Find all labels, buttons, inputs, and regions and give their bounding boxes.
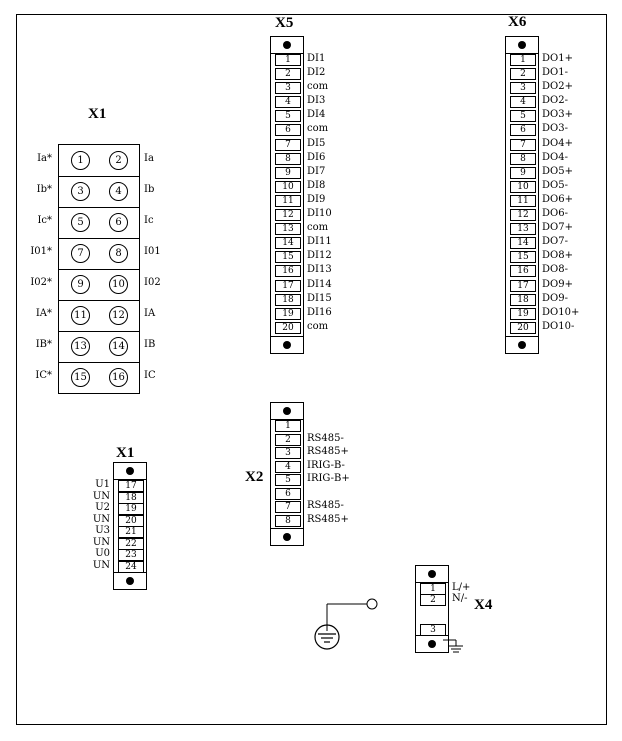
x6-terminal-num: 10: [510, 181, 536, 193]
x6-terminal-label: DO6-: [542, 208, 568, 220]
x1-current-left-label: Ia*: [37, 153, 52, 164]
x6-terminal-label: DO2-: [542, 95, 568, 107]
x6-terminal-label: DO7-: [542, 236, 568, 248]
x6-terminal-label: DO8-: [542, 264, 568, 276]
x6-terminal-num: 3: [510, 82, 536, 94]
terminal-circle: 13: [71, 337, 90, 356]
x6-terminal-num: 2: [510, 68, 536, 80]
terminal-circle: 7: [71, 244, 90, 263]
x6-terminal-num: 4: [510, 96, 536, 108]
x1-current-right-label: IB: [144, 339, 156, 350]
x1_voltage-terminal-num: 17: [118, 480, 144, 492]
x1_voltage-terminal-label: U2: [95, 502, 110, 513]
x6-terminal-label: DO2+: [542, 81, 573, 93]
x2-terminal-num: 3: [275, 447, 301, 459]
x2-terminal-label: RS485+: [307, 513, 349, 525]
x2-terminal-label: RS485-: [307, 500, 344, 511]
x5-terminal-label: DI16: [307, 306, 332, 318]
x6-terminal-num: 11: [510, 195, 536, 207]
x1-current-right-label: Ia: [144, 153, 154, 164]
x5-terminal-label: DI9: [307, 193, 326, 205]
x6-terminal-num: 6: [510, 124, 536, 136]
terminal-circle: 5: [71, 213, 90, 232]
x1_voltage-terminal-num: 19: [118, 503, 144, 515]
terminal-circle: 8: [109, 244, 128, 263]
terminal-circle: 1: [71, 151, 90, 170]
earth-ground-icon: [315, 599, 377, 649]
terminal-circle: 9: [71, 275, 90, 294]
x2-terminal-num: 7: [275, 501, 301, 513]
x6-terminal-num: 19: [510, 308, 536, 320]
x2-terminal-num: 1: [275, 420, 301, 432]
x5-terminal-num: 17: [275, 280, 301, 292]
x1_voltage-terminal-num: 18: [118, 492, 144, 504]
x6-terminal-num: 5: [510, 110, 536, 122]
x6-terminal-num: 17: [510, 280, 536, 292]
terminal-circle: 16: [109, 368, 128, 387]
x5-terminal-num: 16: [275, 265, 301, 277]
x1-voltage-title: X1: [116, 445, 135, 461]
x1-current-right-label: Ic: [144, 215, 154, 226]
x5-terminal-label: DI4: [307, 109, 326, 121]
terminal-circle: 12: [109, 306, 128, 325]
x6-terminal-label: DO6+: [542, 193, 573, 205]
terminal-circle: 4: [109, 182, 128, 201]
x5-terminal-label: DI10: [307, 208, 332, 220]
x1-current-right-label: IC: [144, 370, 156, 381]
x5-terminal-label: com: [307, 123, 329, 135]
x5-terminal-num: 18: [275, 294, 301, 306]
x4-terminal-label: N/-: [452, 593, 468, 604]
terminal-circle: 15: [71, 368, 90, 387]
x4-terminal-num: 2: [420, 594, 446, 606]
x6-terminal-num: 13: [510, 223, 536, 235]
x1_voltage-terminal-num: 23: [118, 549, 144, 561]
x1_voltage-terminal-num: 24: [118, 561, 144, 573]
x1-current-right-label: IA: [144, 308, 156, 319]
x6-terminal-label: DO4+: [542, 137, 573, 149]
x2-terminal-num: 2: [275, 434, 301, 446]
x1_voltage-terminal-label: U0: [95, 548, 110, 559]
x4-ground-num: 3: [420, 624, 446, 636]
x6-terminal-label: DO5+: [542, 165, 573, 177]
x5-terminal-num: 15: [275, 251, 301, 263]
x1_voltage-terminal-num: 21: [118, 526, 144, 538]
x1_voltage-terminal-label: UN: [92, 559, 110, 571]
x5-terminal-num: 13: [275, 223, 301, 235]
x1_voltage-terminal-num: 20: [118, 515, 144, 527]
x6-terminal-label: DO10-: [542, 320, 575, 332]
terminal-circle: 10: [109, 275, 128, 294]
x6-terminal-num: 15: [510, 251, 536, 263]
x1_voltage-terminal-num: 22: [118, 538, 144, 550]
x5-terminal-num: 3: [275, 82, 301, 94]
x4-ground-icon: [443, 640, 463, 652]
x1-current-left-label: IC*: [35, 370, 52, 381]
x1-current-left-label: Ib*: [36, 184, 52, 195]
x6-terminal-label: DO7+: [542, 222, 573, 234]
x5-terminal-num: 12: [275, 209, 301, 221]
x5-terminal-label: DI2: [307, 67, 326, 79]
x2-terminal-num: 4: [275, 461, 301, 473]
x1_voltage-terminal-label: UN: [92, 513, 110, 525]
x1-current-right-label: I01: [144, 246, 161, 257]
x6-terminal-label: DO1-: [542, 67, 568, 79]
x1-current-left-label: I01*: [30, 246, 52, 257]
x5-terminal-label: DI5: [307, 137, 326, 149]
x2-terminal-label: RS485+: [307, 446, 349, 457]
x5-title: X5: [275, 15, 294, 31]
x4-terminal-label: L/+: [452, 582, 471, 593]
x5-terminal-label: DI14: [307, 278, 332, 290]
x1-current-left-label: IA*: [35, 308, 52, 319]
x6-terminal-label: DO4-: [542, 151, 568, 163]
x2-title: X2: [245, 469, 264, 485]
x5-terminal-num: 11: [275, 195, 301, 207]
x6-terminal-label: DO1+: [542, 53, 573, 64]
x6-terminal-label: DO5-: [542, 179, 568, 191]
x6-terminal-num: 12: [510, 209, 536, 221]
x2-terminal-label: RS485-: [307, 432, 344, 444]
x6-terminal-label: DO8+: [542, 250, 573, 262]
x6-terminal-num: 18: [510, 294, 536, 306]
x6-terminal-num: 16: [510, 265, 536, 277]
x2-terminal-num: 5: [275, 474, 301, 486]
x5-terminal-num: 19: [275, 308, 301, 320]
x6-terminal-num: 8: [510, 153, 536, 165]
x5-terminal-num: 20: [275, 322, 301, 334]
x6-title: X6: [508, 14, 527, 30]
x5-terminal-num: 6: [275, 124, 301, 136]
x6-terminal-num: 1: [510, 54, 536, 66]
x5-terminal-num: 14: [275, 237, 301, 249]
x5-terminal-num: 9: [275, 167, 301, 179]
x5-terminal-label: com: [307, 81, 329, 93]
terminal-circle: 2: [109, 151, 128, 170]
x1-current-left-label: Ic*: [37, 215, 52, 226]
x5-terminal-label: DI1: [307, 53, 326, 64]
x1-current-right-label: Ib: [144, 184, 155, 195]
x5-terminal-label: DI6: [307, 151, 326, 163]
x2-terminal-label: IRIG-B+: [307, 473, 350, 484]
x5-terminal-num: 10: [275, 181, 301, 193]
x5-terminal-label: DI3: [307, 95, 326, 107]
x6-terminal-label: DO10+: [542, 306, 580, 318]
x6-terminal-num: 9: [510, 167, 536, 179]
x5-terminal-label: DI12: [307, 250, 332, 262]
x6-terminal-label: DO9+: [542, 278, 573, 290]
x1-current-left-label: IB*: [35, 339, 52, 350]
terminal-circle: 3: [71, 182, 90, 201]
x5-terminal-label: DI15: [307, 292, 332, 304]
terminal-circle: 11: [71, 306, 90, 325]
x1_voltage-terminal-label: U1: [95, 479, 110, 490]
x1_voltage-terminal-label: UN: [92, 536, 110, 548]
x5-terminal-label: DI7: [307, 165, 326, 177]
x6-terminal-label: DO3+: [542, 109, 573, 121]
x1_voltage-terminal-label: UN: [92, 490, 110, 502]
x6-terminal-label: DO3-: [542, 123, 568, 135]
x4-title: X4: [474, 597, 493, 613]
terminal-circle: 6: [109, 213, 128, 232]
x5-terminal-label: com: [307, 320, 329, 332]
x5-terminal-label: com: [307, 222, 329, 234]
x6-terminal-num: 7: [510, 139, 536, 151]
x6-terminal-num: 20: [510, 322, 536, 334]
x5-terminal-num: 2: [275, 68, 301, 80]
x1_voltage-terminal-label: U3: [95, 525, 110, 536]
x5-terminal-num: 4: [275, 96, 301, 108]
x1-current-title: X1: [88, 106, 107, 122]
x2-terminal-label: IRIG-B-: [307, 459, 345, 471]
x5-terminal-num: 5: [275, 110, 301, 122]
x2-terminal-num: 6: [275, 488, 301, 500]
x5-terminal-num: 7: [275, 139, 301, 151]
x1-current-left-label: I02*: [30, 277, 52, 288]
x5-terminal-num: 8: [275, 153, 301, 165]
x1-current-right-label: I02: [144, 277, 161, 288]
x5-terminal-label: DI13: [307, 264, 332, 276]
x2-terminal-num: 8: [275, 515, 301, 527]
x5-terminal-label: DI8: [307, 179, 326, 191]
x4-terminal-num: 1: [420, 583, 446, 595]
x5-terminal-label: DI11: [307, 236, 332, 248]
x6-terminal-num: 14: [510, 237, 536, 249]
x6-terminal-label: DO9-: [542, 292, 568, 304]
terminal-circle: 14: [109, 337, 128, 356]
x5-terminal-num: 1: [275, 54, 301, 66]
